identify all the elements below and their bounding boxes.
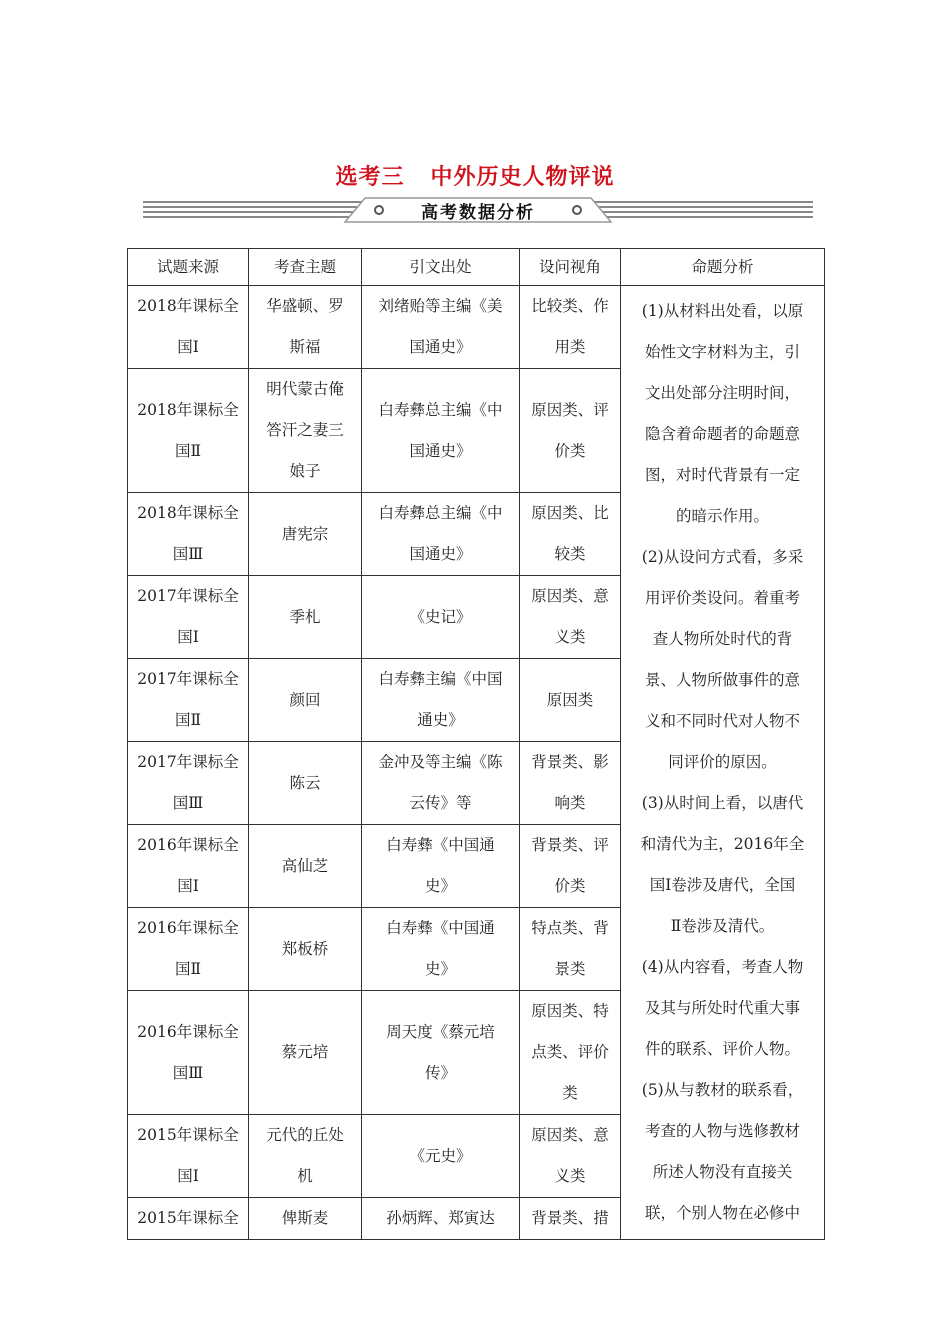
cell-topic [249, 576, 362, 659]
analysis-line: 考查的人物与选修教材 [644, 1122, 800, 1140]
cell-topic [249, 908, 362, 991]
cell-line: 娘子 [289, 462, 321, 480]
cell-cite [362, 493, 520, 576]
cell-topic [249, 825, 362, 908]
cell-line: 国Ⅰ [177, 1167, 199, 1185]
cell-view [520, 908, 621, 991]
cell-line: 国Ⅰ [177, 338, 199, 356]
analysis-line: (4)从内容看，考查人物 [641, 958, 804, 976]
analysis-line: 文出处部分注明时间， [644, 384, 800, 402]
cell-line: 原因类、特 [531, 1002, 609, 1020]
cell-line: 类 [562, 1084, 578, 1102]
table-header-row [128, 249, 825, 286]
table-body [128, 286, 825, 1240]
cell-view [520, 659, 621, 742]
cell-line: 2018年课标全 [137, 297, 239, 315]
cell-line: 国Ⅲ [172, 794, 204, 812]
cell-view [520, 576, 621, 659]
cell-line: 史》 [424, 960, 456, 978]
cell-topic [249, 493, 362, 576]
cell-line: 价类 [554, 441, 586, 460]
cell-line: 特点类、背 [531, 919, 609, 937]
cell-line: 季札 [289, 607, 321, 626]
cell-cite [362, 991, 520, 1115]
cell-topic [249, 286, 362, 369]
analysis-line: 的暗示作用。 [675, 507, 769, 525]
cell-line: 国通史》 [409, 338, 472, 356]
cell-line: 传》 [424, 1063, 456, 1082]
cell-topic [249, 1115, 362, 1198]
analysis-line: 所述人物没有直接关 [652, 1163, 793, 1181]
cell-view [520, 825, 621, 908]
cell-line: 国通史》 [409, 545, 472, 563]
analysis-line: 图，对时代背景有一定 [644, 466, 800, 484]
header-source: 试题来源 [128, 249, 249, 286]
cell-source [128, 742, 249, 825]
cell-line: 斯福 [289, 338, 321, 356]
header-view: 设问视角 [520, 249, 621, 286]
table-row [128, 286, 825, 369]
title-subject: 中外历史人物评说 [430, 165, 615, 190]
cell-line: 周天度《蔡元培 [386, 1022, 495, 1041]
cell-line: 2018年课标全 [137, 400, 239, 419]
analysis-line: 同评价的原因。 [668, 753, 777, 771]
analysis-line: 始性文字材料为主，引 [644, 343, 800, 361]
cell-line: 金冲及等主编《陈 [378, 753, 503, 771]
cell-line: 俾斯麦 [281, 1209, 329, 1227]
cell-line: 国Ⅲ [172, 1063, 204, 1082]
cell-line: 原因类、比 [531, 504, 609, 522]
cell-topic [249, 369, 362, 493]
analysis-line: Ⅱ卷涉及清代。 [670, 917, 775, 935]
cell-line: 2016年课标全 [137, 836, 239, 854]
title-part-label: 选考三 [335, 165, 405, 190]
header-cite: 引文出处 [362, 249, 520, 286]
cell-source [128, 991, 249, 1115]
cell-source [128, 659, 249, 742]
cell-line: 白寿彝总主编《中 [378, 400, 503, 419]
cell-line: 原因类 [546, 690, 594, 709]
cell-line: 2017年课标全 [137, 670, 239, 688]
cell-line: 高仙芝 [281, 856, 329, 875]
cell-line: 景类 [554, 960, 586, 978]
cell-topic [249, 742, 362, 825]
cell-line: 国Ⅱ [174, 960, 202, 978]
cell-cite [362, 742, 520, 825]
cell-source [128, 576, 249, 659]
cell-line: 国Ⅲ [172, 545, 204, 563]
cell-line: 华盛顿、罗 [266, 297, 344, 315]
cell-line: 2015年课标全 [137, 1126, 239, 1144]
cell-source [128, 286, 249, 369]
analysis-line: (2)从设问方式看，多采 [641, 548, 804, 566]
cell-line: 《史记》 [409, 607, 472, 626]
section-title [0, 160, 950, 191]
analysis-line: 及其与所处时代重大事 [644, 999, 800, 1017]
cell-line: 点类、评价 [531, 1043, 609, 1061]
cell-line: 《元史》 [409, 1146, 472, 1165]
cell-line: 原因类、意 [531, 587, 609, 605]
cell-line: 价类 [554, 877, 586, 895]
cell-line: 原因类、意 [531, 1126, 609, 1144]
cell-line: 国Ⅱ [174, 711, 202, 729]
cell-line: 通史》 [417, 711, 464, 729]
cell-line: 机 [297, 1167, 313, 1185]
cell-line: 比较类、作 [531, 297, 609, 315]
cell-source [128, 825, 249, 908]
cell-line: 颜回 [289, 690, 321, 709]
cell-line: 云传》等 [409, 794, 472, 812]
cell-cite [362, 576, 520, 659]
cell-view [520, 742, 621, 825]
cell-source [128, 1115, 249, 1198]
cell-source [128, 493, 249, 576]
cell-line: 背景类、评 [531, 836, 609, 854]
cell-view [520, 493, 621, 576]
cell-line: 用类 [554, 338, 586, 356]
section-banner [143, 197, 813, 223]
cell-line: 国Ⅰ [177, 628, 199, 646]
header-topic: 考查主题 [249, 249, 362, 286]
cell-line: 背景类、影 [531, 753, 609, 771]
cell-line: 响类 [554, 794, 586, 812]
analysis-line: 义和不同时代对人物不 [644, 712, 800, 730]
cell-line: 2016年课标全 [137, 1022, 239, 1041]
cell-line: 郑板桥 [281, 939, 329, 958]
cell-line: 白寿彝主编《中国 [378, 670, 503, 688]
cell-topic [249, 1198, 362, 1240]
cell-line: 陈云 [289, 773, 321, 792]
cell-line: 明代蒙古俺 [266, 380, 344, 398]
cell-line: 2017年课标全 [137, 753, 239, 771]
cell-line: 刘绪贻等主编《美 [378, 297, 503, 315]
cell-line: 较类 [554, 545, 586, 563]
cell-view [520, 1198, 621, 1240]
cell-line: 元代的丘处 [266, 1126, 344, 1144]
cell-analysis [621, 286, 825, 1240]
cell-cite [362, 1115, 520, 1198]
cell-line: 白寿彝总主编《中 [378, 504, 503, 522]
cell-line: 国Ⅰ [177, 877, 199, 895]
cell-line: 2018年课标全 [137, 504, 239, 522]
cell-topic [249, 659, 362, 742]
cell-line: 白寿彝《中国通 [386, 919, 495, 937]
analysis-line: 件的联系、评价人物。 [644, 1040, 800, 1058]
cell-view [520, 1115, 621, 1198]
cell-line: 义类 [554, 1167, 586, 1185]
cell-line: 国Ⅱ [174, 441, 202, 460]
cell-cite [362, 1198, 520, 1240]
cell-view [520, 369, 621, 493]
cell-line: 背景类、措 [531, 1209, 609, 1227]
cell-view [520, 286, 621, 369]
cell-line: 孙炳辉、郑寅达 [386, 1209, 495, 1227]
analysis-line: 国Ⅰ卷涉及唐代，全国 [649, 876, 796, 894]
cell-cite [362, 908, 520, 991]
cell-cite [362, 659, 520, 742]
exam-analysis-table [127, 248, 825, 1240]
cell-cite [362, 286, 520, 369]
cell-line: 答汗之妻三 [266, 421, 344, 439]
cell-line: 原因类、评 [531, 400, 609, 419]
cell-view [520, 991, 621, 1115]
cell-line: 史》 [424, 877, 456, 895]
header-analysis: 命题分析 [621, 249, 825, 286]
analysis-line: 景、人物所做事件的意 [644, 671, 800, 689]
cell-source [128, 369, 249, 493]
analysis-line: 和清代为主，2016年全 [640, 835, 805, 853]
analysis-line: (1)从材料出处看，以原 [641, 302, 804, 320]
cell-source [128, 1198, 249, 1240]
analysis-line: 隐含着命题者的命题意 [644, 425, 800, 443]
cell-line: 2015年课标全 [137, 1209, 239, 1227]
cell-line: 2016年课标全 [137, 919, 239, 937]
cell-cite [362, 369, 520, 493]
analysis-line: (3)从时间上看，以唐代 [641, 794, 804, 812]
cell-source [128, 908, 249, 991]
cell-topic [249, 991, 362, 1115]
cell-cite [362, 825, 520, 908]
cell-line: 唐宪宗 [281, 524, 329, 543]
cell-line: 蔡元培 [281, 1043, 329, 1061]
analysis-line: 查人物所处时代的背 [652, 630, 793, 648]
banner-label: 高考数据分析 [421, 203, 535, 223]
analysis-line: 用评价类设问。着重考 [644, 589, 800, 607]
analysis-line: (5)从与教材的联系看， [641, 1081, 804, 1099]
cell-line: 白寿彝《中国通 [386, 836, 495, 854]
analysis-line: 联，个别人物在必修中 [644, 1204, 800, 1222]
cell-line: 义类 [554, 628, 586, 646]
cell-line: 2017年课标全 [137, 587, 239, 605]
cell-line: 国通史》 [409, 441, 472, 460]
